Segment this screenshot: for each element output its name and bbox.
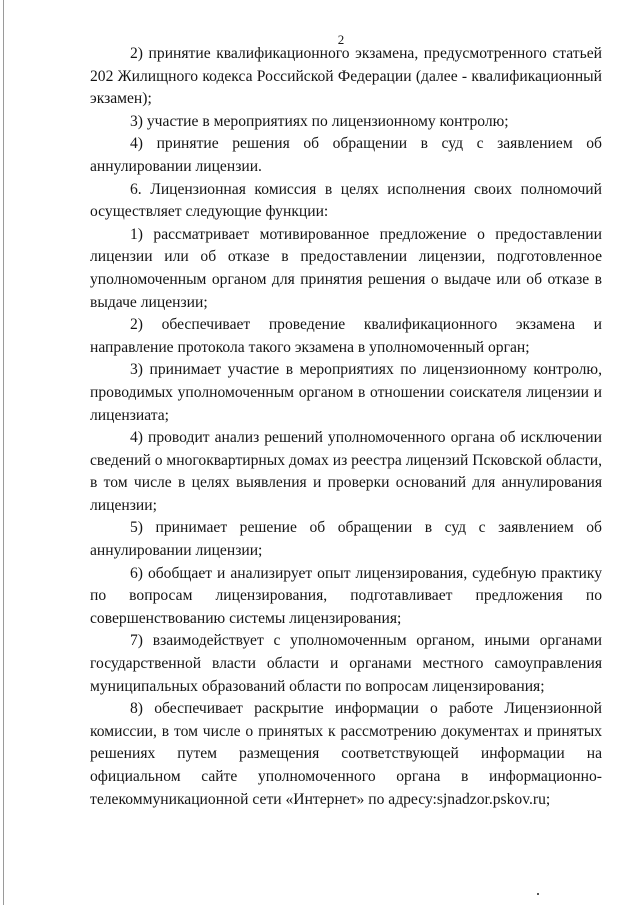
paragraph-function-5: 5) принимает решение об обращении в суд с заявлением об аннулировании лицензии; — [90, 519, 602, 560]
paragraph-function-1: 1) рассматривает мотивированное предложение о предоставлении лицензии или об отказе в предоставлении лицензии, подготовленное уполномоченным органом для принятия решения о выдаче или об отказе в выдаче лицензии; — [90, 225, 602, 311]
document-body — [90, 43, 602, 811]
paragraph-function-2: 2) обеспечивает проведение квалификационного экзамена и направление протокола такого экзамена в уполномоченный орган; — [90, 316, 602, 356]
paragraph-item-3-control: 3) участие в мероприятиях по лицензионному контролю; — [130, 112, 509, 130]
scan-edge-line — [3, 0, 4, 905]
paragraph-function-3: 3) принимает участие в мероприятиях по лицензионному контролю, проводимых уполномоченным органом в отношении соискателя лицензии и лицензиата; — [90, 361, 602, 424]
paragraph-function-7: 7) взаимодействует с уполномоченным органом, иными органами государственной власти области и органами местного самоуправления муниципальных образований области по вопросам лицензирования; — [90, 632, 602, 695]
scan-speck — [537, 893, 539, 895]
page-number: 2 — [337, 32, 345, 47]
paragraph-item-2-exam: 2) принятие квалификационного экзамена, предусмотренного статьей 202 Жилищного кодекса Российской Федерации (далее - квалификационный экзамен); — [90, 45, 602, 108]
paragraph-function-6: 6) обобщает и анализирует опыт лицензирования, судебную практику по вопросам лицензирования, подготавливает предложения по совершенствованию системы лицензирования; — [90, 564, 602, 627]
paragraph-function-4: 4) проводит анализ решений уполномоченного органа об исключении сведений о многоквартирных домах из реестра лицензий Псковской области, в том числе в целях выявления и проверки оснований для аннулирования лицензии; — [90, 429, 603, 514]
paragraph-item-4-court: 4) принятие решения об обращении в суд с заявлением об аннулировании лицензии. — [90, 135, 602, 175]
paragraph-function-8: 8) обеспечивает раскрытие информации о работе Лицензионной комиссии, в том числе о принятых к рассмотрению документах и принятых решениях путем размещения соответствующей информации на официальном сайте уполномоченного органа в информационно-телекоммуникационной сети «Интернет» по адресу:sjnadzor.pskov.ru; — [90, 700, 602, 808]
paragraph-section-6-functions: 6. Лицензионная комиссия в целях исполнения своих полномочий осуществляет следующие функции: — [90, 180, 602, 221]
